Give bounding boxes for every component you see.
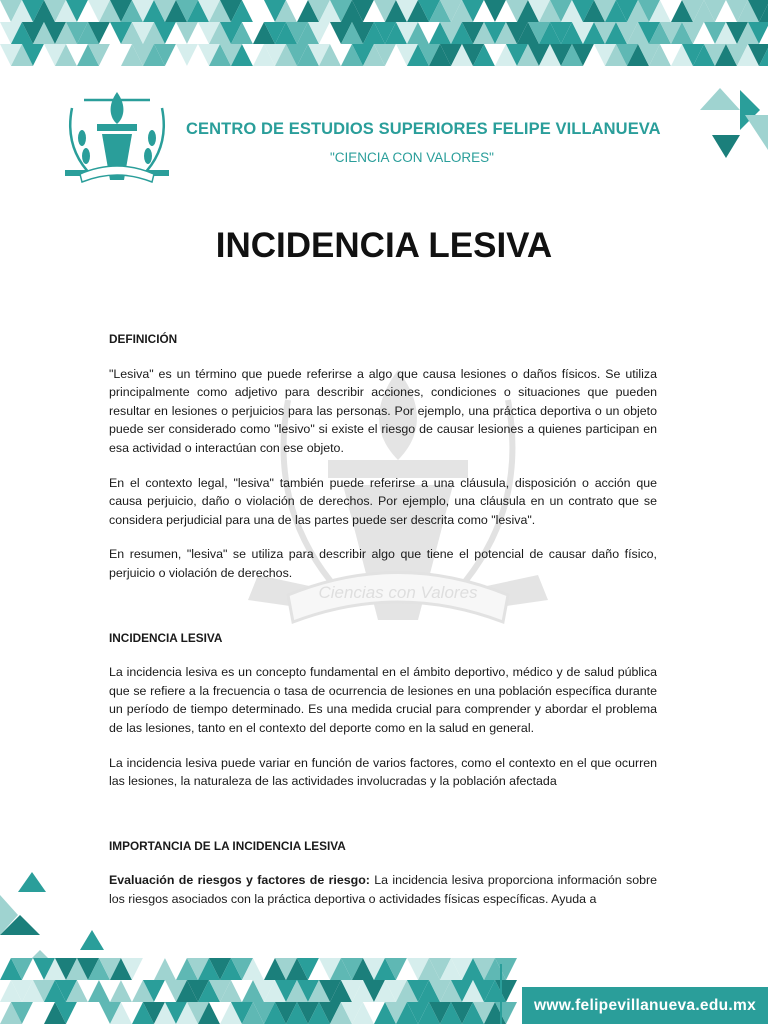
section-heading-incidencia: INCIDENCIA LESIVA [109, 630, 223, 645]
document-body [109, 330, 657, 908]
document-title: INCIDENCIA LESIVA [215, 226, 553, 265]
section-heading-definicion: DEFINICIÓN [109, 332, 178, 346]
footer-divider [500, 964, 502, 1024]
paragraph-incidencia-1: La incidencia lesiva es un concepto fundamental en el ámbito deportivo, médico y de salud pública que se refiere a la frecuencia o tasa de ocurrencia de lesiones en una población específica durante un período de tiempo determinado. Es una medida crucial para comprender y abordar el problema de las lesiones, tanto en el contexto del deporte como en la salud en general. [109, 665, 657, 735]
paragraph-importancia-1-bold: Evaluación de riesgos y factores de riesgo: [109, 873, 370, 888]
watermark-text: Ciencias con Valores [318, 583, 478, 602]
organization-motto: "CIENCIA CON VALORES" [330, 150, 494, 165]
organization-name: CENTRO DE ESTUDIOS SUPERIORES FELIPE VILLANUEVA [186, 120, 661, 138]
paragraph-incidencia-2: La incidencia lesiva puede variar en función de varios factores, como el contexto en el que ocurren las lesiones, la naturaleza de las actividades involucradas y la población afectada [109, 755, 657, 789]
paragraph-definicion-2: En el contexto legal, "lesiva" también puede referirse a una cláusula, disposición o acción que causa perjuicio, daño o violación de derechos. Por ejemplo, una cláusula en un contrato que se considera perjudicial para una de las partes puede ser descrita como "lesiva". [109, 475, 657, 527]
footer-website-link[interactable]: www.felipevillanueva.edu.mx [522, 987, 768, 1024]
paragraph-definicion-1: "Lesiva" es un término que puede referirse a algo que causa lesiones o daños físicos. Se utiliza principalmente como adjetivo para describir acciones, condiciones o situaciones que pueden resultar en lesiones o perjuicios para las personas. Por ejemplo, una práctica deportiva o un objeto puede ser considerado como "lesivo" si existe el riesgo de causar lesiones a quienes participan en esa actividad o interactúan con ese objeto. [109, 366, 657, 455]
school-crest-logo [62, 88, 172, 188]
section-heading-importancia: IMPORTANCIA DE LA INCIDENCIA LESIVA [109, 838, 346, 853]
paragraph-definicion-3: En resumen, "lesiva" se utiliza para describir algo que tiene el potencial de causar daño físico, perjuicio o violación de derechos. [109, 547, 657, 580]
paragraph-importancia-1-rest: La incidencia lesiva proporciona información sobre los riesgos asociados con la práctica deportiva o actividades físicas específicas. Ayuda a [109, 873, 657, 906]
paragraph-importancia-1 [109, 871, 657, 908]
